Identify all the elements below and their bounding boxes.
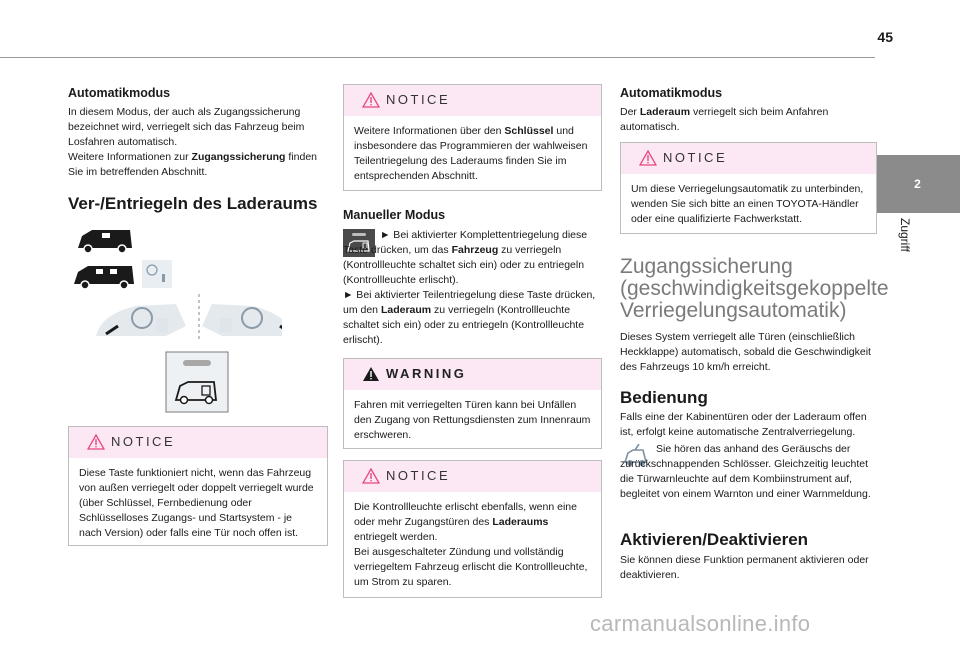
notice-triangle-icon <box>639 150 657 166</box>
dashboard-left <box>96 304 186 336</box>
notice-text: Weitere Informationen über den Schlüssel und insbesondere das Programmieren der wahlweisen Teilentriegelung des Laderaums finden Sie im entsprechenden Abschnitt. <box>354 125 588 182</box>
header-rule <box>0 57 875 58</box>
heading-automatikmodus: Automatikmodus <box>68 86 171 100</box>
notice-triangle-icon <box>362 92 380 108</box>
lock-button-icon <box>166 352 228 412</box>
watermark: carmanualsonline.info <box>590 611 811 636</box>
notice-box-col2-b <box>343 460 602 598</box>
notice-label: NOTICE <box>663 150 728 165</box>
dashboard-right <box>202 304 282 336</box>
warning-text: Fahren mit verriegelten Türen kann bei Unfällen den Zugang von Rettungsdiensten zum Innenraum erschweren. <box>354 399 591 441</box>
heading-automatikmodus-2: Automatikmodus <box>620 86 723 100</box>
heading-manueller-modus: Manueller Modus <box>343 208 446 222</box>
para-bedienung-2: Sie hören das anhand des Geräuschs der zurückschnappenden Schlösser. Gleichzeitig leuchtet die Türwarnleuchte auf dem Kombiinstrument auf, begleitet von einem Warnton und einer Warnmeldung. <box>620 443 871 500</box>
heading-laderaum: Ver-/Entriegeln des Laderaums <box>68 194 318 213</box>
notice-triangle-icon <box>87 434 105 450</box>
notice-box-col2-a <box>343 84 602 191</box>
notice-box-col1 <box>68 426 328 546</box>
section-title-zugangssicherung: Zugangssicherung (geschwindigkeitsgekoppelte Verriegelungsautomatik) <box>620 255 889 322</box>
para-automatikmodus-2: Der Laderaum verriegelt sich beim Anfahren automatisch. <box>620 106 829 133</box>
notice-label: NOTICE <box>386 468 451 483</box>
heading-aktivieren: Aktivieren/Deaktivieren <box>620 530 809 549</box>
notice-text: Die Kontrollleuchte erlischt ebenfalls, wenn eine oder mehr Zugangstüren des Laderaums entriegelt werden. Bei ausgeschalteter Zündung und vollständig verriegeltem Fahrzeug erlischt die Kontrollleuchte, um Strom zu sparen. <box>354 501 588 588</box>
van-icon <box>78 230 132 253</box>
chapter-tab[interactable]: 2 <box>875 155 960 213</box>
para-manueller-modus: ► Bei aktivierter Komplettentriegelung diese Taste drücken, um das Fahrzeug zu verriegeln (Kontrollleuchte schaltet sich ein) oder zu entriegeln (Kontrollleuchte erlischt). ► Bei aktivierter Teilentriegelung diese Taste drücken, um den Laderaum zu verriegeln (Kontrollleuchte schaltet sich ein) oder zu entriegeln (Kontrollleuchte erlischt). <box>343 229 596 346</box>
chapter-label: Zugriff <box>898 218 912 252</box>
notice-text: Um diese Verriegelungsautomatik zu unterbinden, wenden Sie sich bitte an einen TOYOTA-Händler oder eine qualifizierte Fachwerkstatt. <box>631 183 864 225</box>
notice-triangle-icon <box>362 468 380 484</box>
heading-bedienung: Bedienung <box>620 388 708 407</box>
illustration-laderaum <box>72 224 282 420</box>
notice-text: Diese Taste funktioniert nicht, wenn das Fahrzeug von außen verriegelt oder doppelt verriegelt wurde (über Schlüssel, Fernbedienung oder Schlüsselloses Zugangs- und Startsystem - je nach Version) oder falls eine Tür noch offen ist. <box>79 467 314 539</box>
key-button-icon <box>142 260 172 288</box>
page-number: 45 <box>877 29 893 45</box>
para-automatikmodus: In diesem Modus, der auch als Zugangssicherung bezeichnet wird, verriegelt sich das Fahrzeug beim Losfahren automatisch. Weitere Informationen zur Zugangssicherung finden Sie im betreffenden Abschnitt. <box>68 106 317 178</box>
warning-triangle-icon <box>362 366 380 382</box>
para-bedienung-1: Falls eine der Kabinentüren oder der Laderaum offen ist, erfolgt keine automatische Zentralverriegelung. <box>620 411 867 438</box>
para-aktivieren: Sie können diese Funktion permanent aktivieren oder deaktivieren. <box>620 554 869 581</box>
van-long-icon <box>74 266 134 289</box>
notice-label: NOTICE <box>386 92 451 107</box>
para-system: Dieses System verriegelt alle Türen (einschließlich Heckklappe) automatisch, sobald die Geschwindigkeit des Fahrzeugs 10 km/h erreicht. <box>620 331 871 373</box>
notice-label: NOTICE <box>111 434 176 449</box>
warning-box <box>343 358 602 449</box>
notice-box-col3 <box>620 142 877 234</box>
warning-label: WARNING <box>386 366 467 381</box>
